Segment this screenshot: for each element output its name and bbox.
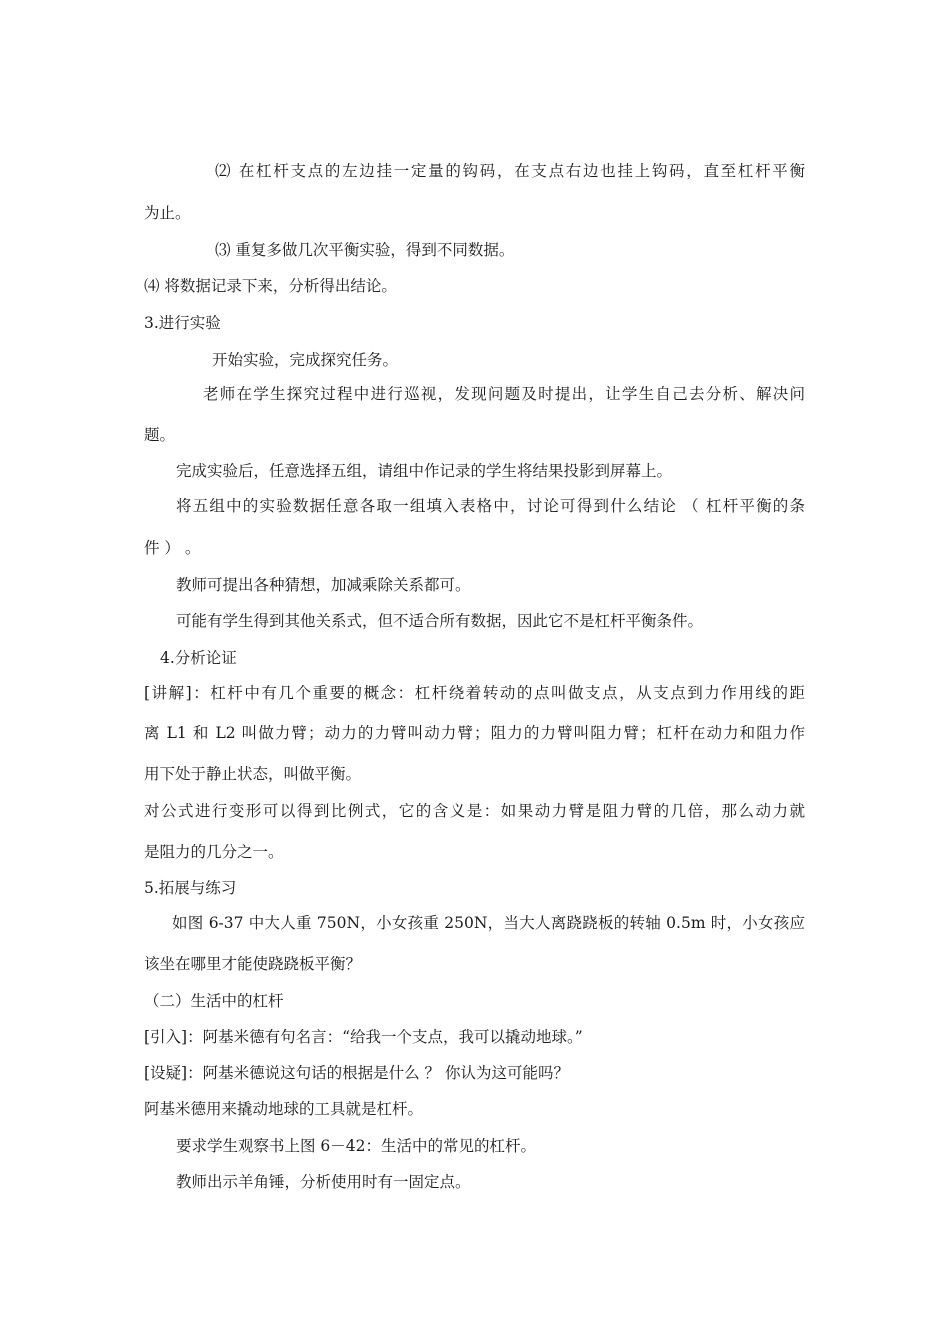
step-2-line: ⑵ 在杠杆支点的左边挂一定量的钩码，在支点右边也挂上钩码，直至杠杆平衡 [215,162,805,180]
step-3-line: ⑶ 重复多做几次平衡实验，得到不同数据。 [215,241,515,259]
paragraph-claw-hammer: 教师出示羊角锤，分析使用时有一固定点。 [176,1173,471,1191]
paragraph-archimedes-tool: 阿基米德用来撬动地球的工具就是杠杆。 [144,1100,424,1118]
paragraph-observe-figure: 要求学生观察书上图 6－42：生活中的常见的杠杆。 [176,1137,537,1155]
section-heading-5: 5.拓展与练习 [144,879,237,897]
paragraph-exercise-cont: 该坐在哪里才能使跷跷板平衡？ [144,955,362,973]
paragraph-explanation-cont: 离 L1 和 L2 叫做力臂；动力的力臂叫动力臂；阻力的力臂叫阻力臂；杠杆在动力和阻力作 [144,724,805,742]
paragraph-formula: 对公式进行变形可以得到比例式，它的含义是：如果动力臂是阻力臂的几倍，那么动力就 [144,802,805,820]
paragraph-five-groups-cont: 件 ） 。 [144,539,201,557]
paragraph-explanation-end: 用下处于静止状态，叫做平衡。 [144,765,362,783]
paragraph-explanation: [讲解]：杠杆中有几个重要的概念：杠杆绕着转动的点叫做支点，从支点到力作用线的距 [144,684,805,702]
paragraph-exercise: 如图 6-37 中大人重 750N，小女孩重 250N，当大人离跷跷板的转轴 0.5m 时，小女孩应 [172,914,805,932]
section-heading-3: 3.进行实验 [144,314,221,332]
paragraph-introduction: [引入]：阿基米德有句名言：“给我一个支点，我可以撬动地球。” [144,1028,583,1046]
paragraph-formula-end: 是阻力的几分之一。 [144,843,284,861]
paragraph-five-groups: 将五组中的实验数据任意各取一组填入表格中，讨论可得到什么结论 （ 杠杆平衡的条 [176,497,805,515]
step-2-continued: 为止。 [144,204,191,222]
paragraph-teacher-guesses: 教师可提出各种猜想，加减乘除关系都可。 [176,576,471,594]
section-heading-4: 4.分析论证 [160,649,237,667]
section-heading-levers-in-life: （二）生活中的杠杆 [144,992,284,1010]
paragraph-teacher-patrol: 老师在学生探究过程中进行巡视，发现问题及时提出，让学生自己去分析、解决问 [203,385,805,403]
paragraph-complete-experiment: 完成实验后，任意选择五组，请组中作记录的学生将结果投影到屏幕上。 [176,462,673,480]
step-4-line: ⑷ 将数据记录下来，分析得出结论。 [144,277,397,295]
paragraph-question: [设疑]：阿基米德说这句话的根据是什么 ？ 你认为这可能吗？ [144,1064,569,1082]
paragraph-other-relations: 可能有学生得到其他关系式，但不适合所有数据，因此它不是杠杆平衡条件。 [176,612,704,630]
paragraph-teacher-patrol-cont: 题。 [144,426,176,444]
paragraph-start-experiment: 开始实验，完成探究任务。 [212,351,399,369]
